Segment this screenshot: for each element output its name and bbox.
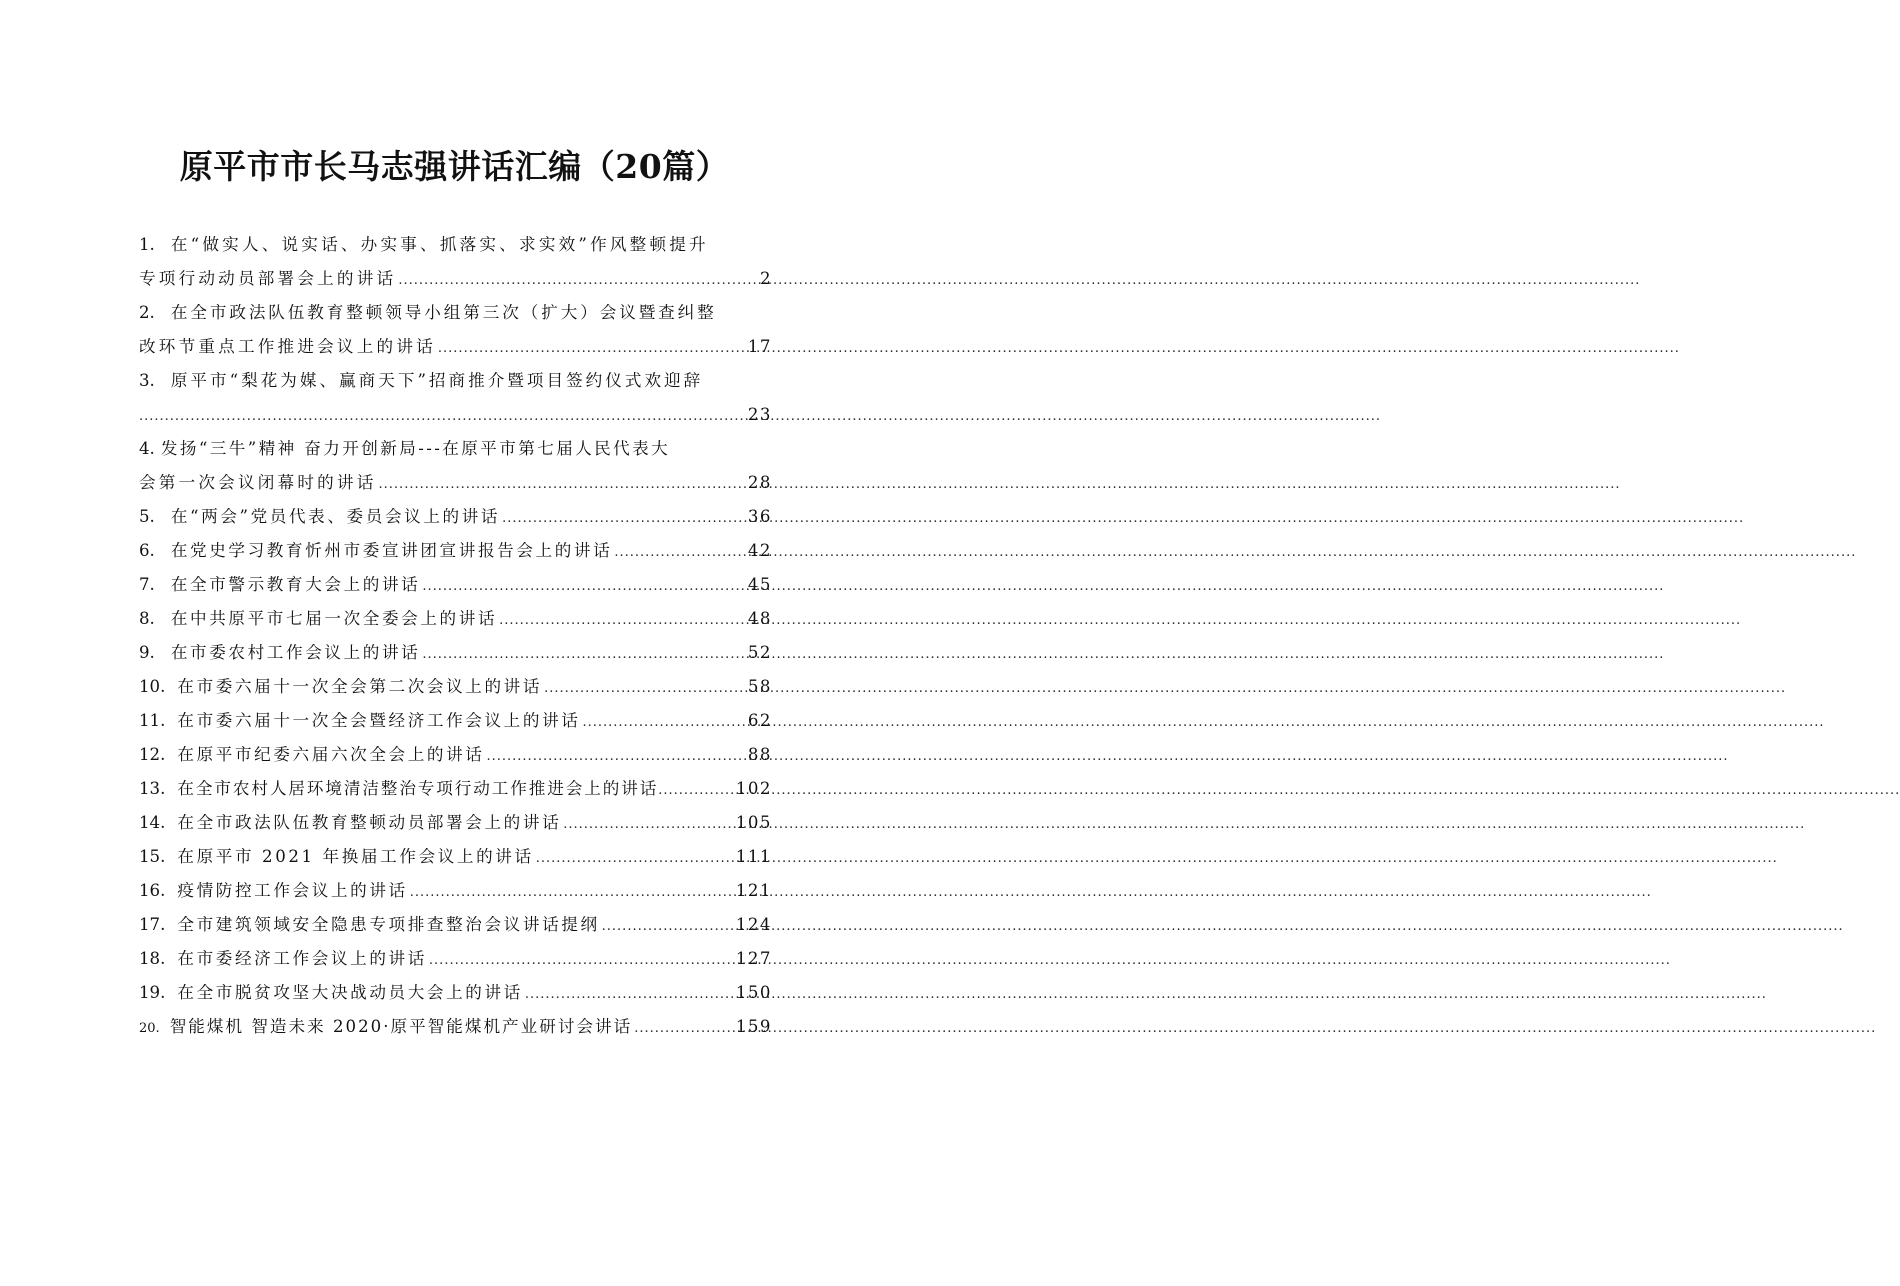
toc-page-number: 88 (747, 745, 772, 764)
toc-page-number: 127 (735, 949, 772, 968)
leader-dots (438, 332, 746, 366)
leader-dots (398, 264, 758, 298)
toc-entry-number: 7. (139, 575, 155, 594)
leader-dots (544, 672, 746, 706)
toc-page-number: 45 (747, 575, 772, 594)
toc-page-number: 58 (747, 677, 772, 696)
toc-entry-title: 发扬“三牛”精神 奋力开创新局---在原平市第七届人民代表大 (160, 439, 671, 458)
toc-entry-7[interactable] (139, 568, 772, 602)
toc-entry-title: 在市委经济工作会议上的讲话 (177, 949, 427, 968)
toc-entry-3[interactable] (139, 364, 772, 398)
toc-entry-9[interactable] (139, 636, 772, 670)
toc-entry-title: 在市委六届十一次全会暨经济工作会议上的讲话 (177, 711, 581, 730)
toc-entry-2-continued[interactable] (139, 330, 772, 364)
toc-page-number: 17 (747, 337, 772, 356)
toc-entry-number: 3. (139, 371, 155, 390)
toc-entry-title: 在全市政法队伍教育整顿动员部署会上的讲话 (177, 813, 562, 832)
toc-entry-10[interactable] (139, 670, 772, 704)
toc-entry-title-continued: 专项行动动员部署会上的讲话 (139, 269, 397, 288)
leader-dots (525, 978, 734, 1012)
toc-entry-title: 在全市农村人居环境清洁整治专项行动工作推进会上的讲话 (177, 779, 659, 798)
toc-entry-title: 疫情防控工作会议上的讲话 (177, 881, 408, 900)
toc-entry-number: 4. (139, 439, 155, 458)
leader-dots (634, 1012, 734, 1046)
toc-entry-4[interactable] (139, 432, 772, 466)
toc-entry-number: 9. (139, 643, 155, 662)
toc-entry-number: 19. (139, 983, 166, 1002)
toc-entry-12[interactable] (139, 738, 772, 772)
toc-entry-number: 10. (139, 677, 166, 696)
toc-entry-number: 16. (139, 881, 166, 900)
toc-entry-number: 15. (139, 847, 166, 866)
toc-entry-6[interactable] (139, 534, 772, 568)
leader-dots (614, 536, 746, 570)
toc-entry-2[interactable] (139, 296, 772, 330)
toc-page-number: 159 (735, 1017, 772, 1036)
toc-entry-title: 在市委农村工作会议上的讲话 (170, 643, 421, 662)
toc-entry-3-continued[interactable] (139, 398, 772, 432)
toc-entry-16[interactable] (139, 874, 772, 908)
toc-entry-19[interactable] (139, 976, 772, 1010)
toc-page-number: 42 (747, 541, 772, 560)
toc-page-number: 62 (747, 711, 772, 730)
toc-entry-number: 12. (139, 745, 166, 764)
toc-entry-title-continued: 改环节重点工作推进会议上的讲话 (139, 337, 436, 356)
leader-dots (602, 910, 734, 944)
toc-entry-title: 在党史学习教育忻州市委宣讲团宣讲报告会上的讲话 (170, 541, 613, 560)
toc-entry-number: 11. (139, 711, 166, 730)
toc-entry-number: 20. (139, 1021, 160, 1036)
leader-dots (379, 468, 746, 502)
toc-entry-11[interactable] (139, 704, 772, 738)
toc-entry-title: 在中共原平市七届一次全委会上的讲话 (170, 609, 498, 628)
leader-dots (487, 740, 746, 774)
page-title: 原平市市长马志强讲话汇编（20篇） (179, 147, 730, 187)
leader-dots (502, 502, 746, 536)
toc-entry-title: 在全市政法队伍教育整顿领导小组第三次（扩大）会议暨查纠整 (170, 303, 717, 322)
toc-entry-title: 在“做实人、说实话、办实事、抓落实、求实效”作风整顿提升 (170, 235, 709, 254)
toc-entry-17[interactable] (139, 908, 772, 942)
toc-entry-13[interactable] (139, 772, 772, 806)
toc-entry-number: 13. (139, 779, 166, 798)
toc-entry-title: 在全市脱贫攻坚大决战动员大会上的讲话 (177, 983, 523, 1002)
toc-entry-14[interactable] (139, 806, 772, 840)
toc-entry-title: 在原平市纪委六届六次全会上的讲话 (177, 745, 485, 764)
toc-entry-number: 8. (139, 609, 155, 628)
toc-page-number: 124 (735, 915, 772, 934)
toc-entry-number: 5. (139, 507, 155, 526)
toc-page-number: 121 (735, 881, 772, 900)
toc-entry-title: 在市委六届十一次全会第二次会议上的讲话 (177, 677, 543, 696)
leader-dots (536, 842, 734, 876)
toc-page-number: 23 (747, 405, 772, 424)
toc-page-number: 111 (735, 847, 772, 866)
leader-dots (422, 638, 746, 672)
toc-entry-15[interactable] (139, 840, 772, 874)
toc-page-number: 36 (747, 507, 772, 526)
toc-page-number: 52 (747, 643, 772, 662)
toc-entry-title: 在“两会”党员代表、委员会议上的讲话 (170, 507, 501, 526)
toc-entry-title: 在全市警示教育大会上的讲话 (170, 575, 421, 594)
leader-dots (658, 774, 736, 808)
toc-entry-title: 全市建筑领域安全隐患专项排查整治会议讲话提纲 (177, 915, 600, 934)
toc-entry-number: 18. (139, 949, 166, 968)
leader-dots (410, 876, 734, 910)
toc-page-number: 150 (735, 983, 772, 1002)
toc-entry-number: 6. (139, 541, 155, 560)
toc-page-number: 105 (735, 813, 772, 832)
toc-entry-4-continued[interactable] (139, 466, 772, 500)
toc-page-number: 102 (735, 779, 772, 798)
leader-dots (422, 570, 746, 604)
toc-entry-title: 在原平市 2021 年换届工作会议上的讲话 (177, 847, 534, 866)
toc-entry-5[interactable] (139, 500, 772, 534)
toc-entry-number: 1. (139, 235, 155, 254)
toc-entry-1-continued[interactable] (139, 262, 772, 296)
toc-entry-1[interactable] (139, 228, 772, 262)
toc-entry-number: 17. (139, 915, 166, 934)
leader-dots (429, 944, 734, 978)
toc-entry-number: 14. (139, 813, 166, 832)
toc-entry-title: 原平市“梨花为媒、赢商天下”招商推介暨项目签约仪式欢迎辞 (170, 371, 704, 390)
leader-dots (499, 604, 746, 638)
toc-page-number: 48 (747, 609, 772, 628)
toc-entry-title-continued: 会第一次会议闭幕时的讲话 (139, 473, 377, 492)
leader-dots (582, 706, 745, 740)
toc-page-number: 28 (747, 473, 772, 492)
toc-entry-20[interactable] (139, 1010, 772, 1044)
toc-entry-8[interactable] (139, 602, 772, 636)
leader-dots (139, 400, 746, 434)
table-of-contents (139, 228, 772, 1044)
toc-entry-title: 智能煤机 智造未来 2020·原平智能煤机产业研讨会讲话 (169, 1017, 633, 1036)
toc-entry-18[interactable] (139, 942, 772, 976)
leader-dots (563, 808, 734, 842)
toc-page-number: 2 (759, 269, 772, 288)
toc-entry-number: 2. (139, 303, 155, 322)
